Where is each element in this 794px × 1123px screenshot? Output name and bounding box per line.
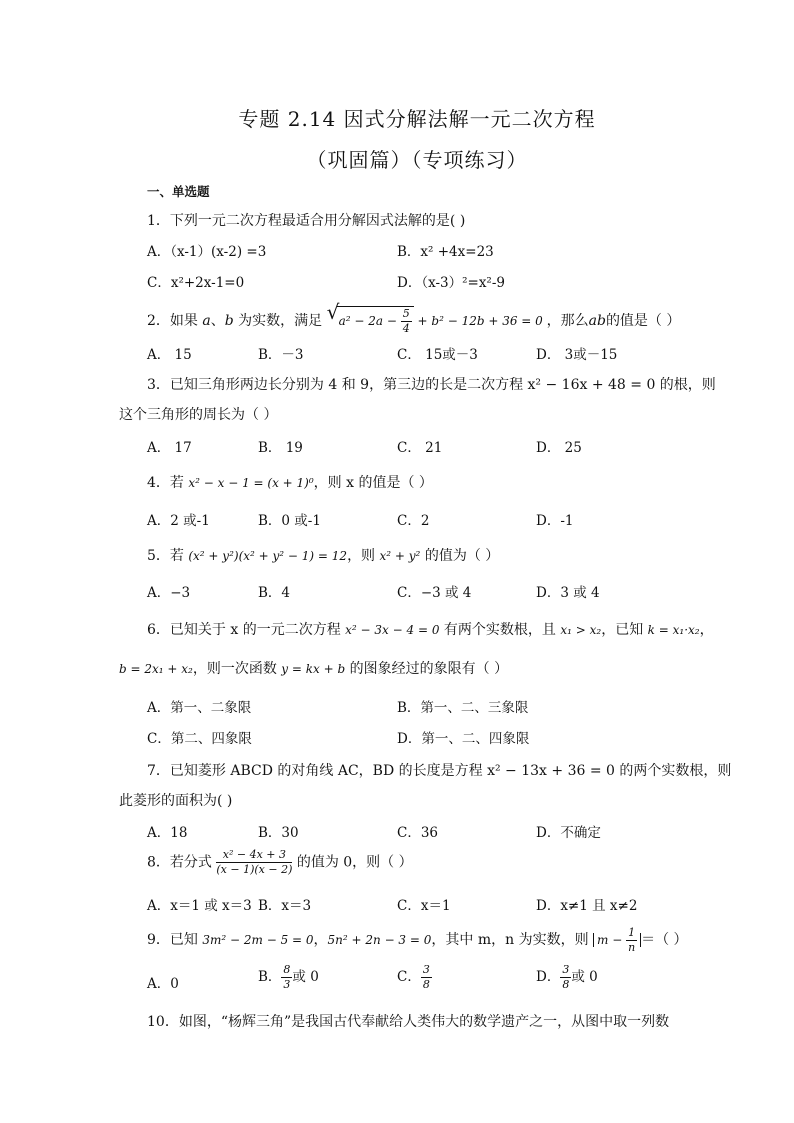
q9-option-a: A．0 xyxy=(147,976,179,992)
question-10-line-1: 10．如图，“杨辉三角”是我国古代奉献给人类伟大的数学遗产之一，从图中取一列数 xyxy=(147,1014,670,1030)
question-7-line-1: 7．已知菱形 ABCD 的对角线 AC，BD 的长度是方程 x² − 13x + 36 = 0 的两个实数根，则 xyxy=(147,763,732,779)
q2-option-d: D． 3或－15 xyxy=(536,347,618,363)
section-heading: 一、单选题 xyxy=(147,184,210,199)
q1-option-b: B．x² +4x=23 xyxy=(397,244,494,260)
q7-option-d: D．不确定 xyxy=(536,825,601,841)
q9-option-b: B． $\frac{8}{3}$ 或 0 xyxy=(258,963,319,991)
q3-option-c: C． 21 xyxy=(397,440,443,456)
q7-option-c: C．36 xyxy=(397,825,439,841)
q1-option-c: C．x²+2x-1=0 xyxy=(147,275,245,291)
q8-option-b: B．x＝3 xyxy=(258,898,312,914)
q6-option-d: D．第一、二、四象限 xyxy=(397,731,530,747)
q8-fraction: $\frac{\text{x² − 4x + 3}}{(x - 1)(x - 2)}$ xyxy=(216,848,293,876)
question-7-line-2: 此菱形的面积为( ) xyxy=(119,793,233,809)
question-9: 9．已知 3m² − 2m − 5 = 0，5n² + 2n − 3 = 0，其中 m，n 为实数，则 m − $\frac{1}{n}$ ＝（ ） xyxy=(147,926,688,954)
q8-option-a: A．x＝1 或 x＝3 xyxy=(147,898,252,914)
q2-option-b: B．－3 xyxy=(258,347,304,363)
q4-option-d: D．-1 xyxy=(536,513,574,529)
q4-option-c: C．2 xyxy=(397,513,430,529)
q5-option-a: A．−3 xyxy=(147,585,191,601)
q4-option-b: B．0 或-1 xyxy=(258,513,321,529)
q9-option-c: C． $\frac{3}{8}$ xyxy=(397,963,430,991)
q8-option-d: D．x≠1 且 x≠2 xyxy=(536,898,638,914)
question-6-line-1: 6．已知关于 x 的一元二次方程 x² − 3x − 4 = 0 有两个实数根，且 x₁ > x₂，已知 k = x₁·x₂， xyxy=(147,622,714,638)
question-3-line-1: 3．已知三角形两边长分别为 4 和 9，第三边的长是二次方程 x² − 16x + 48 = 0 的根，则 xyxy=(147,377,716,393)
q3-option-d: D． 25 xyxy=(536,440,582,456)
q3-option-a: A． 17 xyxy=(147,440,192,456)
q5-option-b: B．4 xyxy=(258,585,291,601)
q1-option-d: D．（x-3）²=x²-9 xyxy=(397,275,505,291)
q5-option-c: C．−3 或 4 xyxy=(397,585,472,601)
q5-option-d: D．3 或 4 xyxy=(536,585,600,601)
q3-option-b: B． 19 xyxy=(258,440,303,456)
q2-option-a: A． 15 xyxy=(147,347,192,363)
q2-option-c: C． 15或－3 xyxy=(397,347,478,363)
q6-option-b: B．第一、二、三象限 xyxy=(397,700,529,716)
question-1: 1．下列一元二次方程最适合用分解因式法解的是( ) xyxy=(147,213,466,229)
q7-option-b: B．30 xyxy=(258,825,299,841)
q1-option-a: A．（x-1）(x-2) =3 xyxy=(147,244,267,260)
question-5: 5．若 (x² + y²)(x² + y² − 1) = 12，则 x² + y² 的值为（ ） xyxy=(147,548,500,564)
question-8: 8．若分式 $\frac{\text{x² − 4x + 3}}{(x - 1)(x - 2)}$ 的值为 0，则（ ） xyxy=(147,848,413,876)
q2-equation: √ a² − 2a − $\frac{5}{4}$ + b² − 12b + 36 = 0 xyxy=(337,314,547,328)
page-subtitle: （巩固篇）（专项练习） xyxy=(306,148,528,172)
q9-absolute-value: m − $\frac{1}{n}$ xyxy=(593,933,641,947)
question-6-line-2: b = 2x₁ + x₂，则一次函数 y = kx + b 的图象经过的象限有（ ） xyxy=(119,661,509,677)
q6-option-c: C．第二、四象限 xyxy=(147,731,252,747)
q9-option-d: D． $\frac{3}{8}$ 或 0 xyxy=(536,963,598,991)
question-4: 4．若 x² − x − 1 = (x + 1)⁰，则 x 的值是（ ） xyxy=(147,475,433,491)
q7-option-a: A．18 xyxy=(147,825,188,841)
question-3-line-2: 这个三角形的周长为（ ） xyxy=(119,407,278,423)
question-2: 2．如果 a、b 为实数，满足 √ a² − 2a − $\frac{5}{4}$ + b² − 12b + 36 = 0 ，那么ab的值是（ ） xyxy=(147,306,680,336)
page-title: 专题 2.14 因式分解法解一元二次方程 xyxy=(238,107,596,131)
q6-option-a: A．第一、二象限 xyxy=(147,700,252,716)
q4-option-a: A．2 或-1 xyxy=(147,513,210,529)
q8-option-c: C．x＝1 xyxy=(397,898,451,914)
